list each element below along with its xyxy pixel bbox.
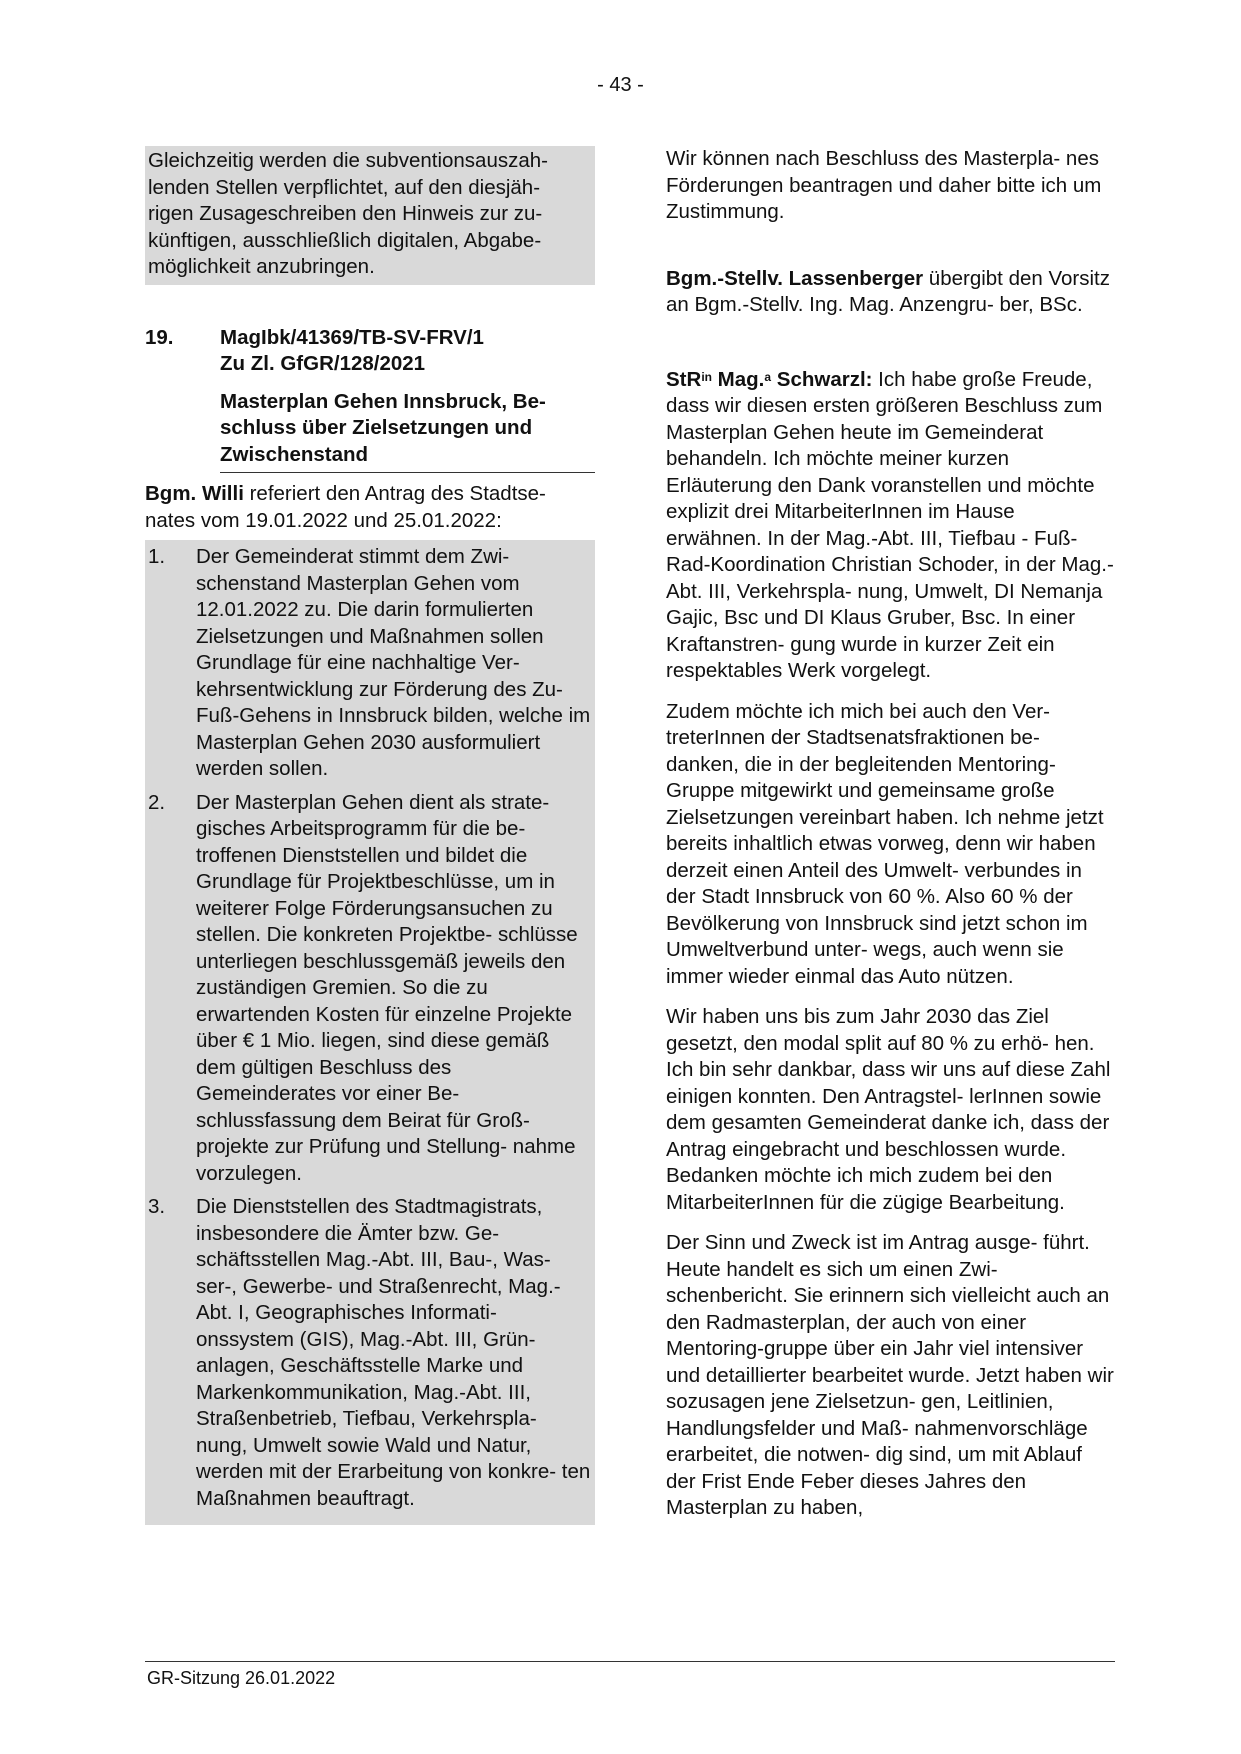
paragraph-text: übergibt den Vorsitz an Bgm.-Stellv. Ing. Mag. Anzengru- ber, BSc. — [666, 266, 1110, 316]
list-item-number: 2. — [148, 790, 166, 814]
subsidy-notice-paragraph: Gleichzeitig werden die subventionsauszah- lenden Stellen verpflichtet, auf den diesjäh- rigen Zusageschreiben den Hinweis zur zu- künftigen, ausschließlich digitalen, Abgabe- möglichkeit anzubringen. — [145, 146, 595, 285]
resolution-list — [145, 540, 595, 1525]
agenda-item-title: Masterplan Gehen Innsbruck, Be- schluss über Zielsetzungen und Zwischenstand — [220, 389, 595, 474]
list-item — [145, 1194, 595, 1512]
speaker-surname: Schwarzl: — [771, 367, 873, 391]
speaker-text: referiert den Antrag des Stadtse- nates vom 19.01.2022 und 25.01.2022: — [145, 482, 546, 532]
agenda-item-header — [145, 325, 595, 377]
list-item-number: 1. — [148, 545, 166, 568]
speaker-paragraph — [145, 481, 595, 534]
agenda-item-ref: MagIbk/41369/TB-SV-FRV/1 — [220, 325, 484, 349]
page-number: - 43 - — [597, 74, 644, 96]
list-item-text: Die Dienststellen des Stadtmagistrats, insbesondere die Ämter bzw. Ge- schäftsstellen Mag.-Abt. III, Bau-, Was- ser-, Gewerbe- und Straßenrecht, Mag.-Abt. I, Geographisches Informati- onssystem (GIS), Mag.-Abt. III, Grün- anlagen, Geschäftsstelle Marke und Markenkommunikation, Mag.-Abt. III, Straßenbetrieb, Tiefbau, Verkehrspla- nung, Umwelt sowie Wald und Natur, werden mit der Erarbeitung von konkre- ten Maßnahmen beauftragt. — [196, 1195, 591, 1510]
speaker-name — [666, 368, 872, 391]
agenda-item-number: 19. — [145, 325, 174, 349]
footer-session-date: GR-Sitzung 26.01.2022 — [147, 1668, 336, 1688]
speaker-title-sup: in — [701, 369, 712, 384]
paragraph-funding: Wir können nach Beschluss des Masterpla- nes Förderungen beantragen und daher bitte ich um Zustimmung. — [666, 147, 1102, 223]
speaker-title: StR — [666, 367, 702, 391]
paragraph-thanks: Zudem möchte ich mich bei auch den Ver- treterInnen der Stadtsenatsfraktionen be- danken, die in der begleitenden Mentoring- Gruppe mitgewirkt und gemeinsame große Zielsetzungen vereinbart haben. Ich nehme jetzt bereits inhaltlich etwas vorweg, denn wir haben derzeit einen Anteil des Umwelt- verbundes in der Stadt Innsbruck von 60 %. Also 60 % der Bevölkerung von Innsbruck sind jetzt schon im Umweltverbund unter- wegs, auch wenn sie immer wieder einmal das Auto nützen. — [666, 699, 1104, 988]
paragraph-chair-handover — [666, 266, 1116, 319]
left-column — [145, 146, 595, 1525]
speaker-degree: Mag. — [711, 367, 765, 391]
agenda-item-refs — [220, 325, 484, 377]
right-column — [666, 146, 1116, 1536]
speaker-name: Bgm.-Stellv. Lassenberger — [666, 266, 924, 290]
agenda-item-ref-secondary: Zu Zl. GfGR/128/2021 — [220, 351, 426, 375]
speaker-name: Bgm. Willi — [145, 482, 244, 505]
paragraph-text: Ich habe große Freude, dass wir diesen ersten größeren Beschluss zum Masterplan Gehen heute im Gemeinderat behandeln. Ich möchte meiner kurzen Erläuterung den Dank voranstellen und möchte explizit drei MitarbeiterInnen im Hause erwähnen. In der Mag.-Abt. III, Tiefbau - Fuß-Rad-Koordination Christian Schoder, in der Mag.-Abt. III, Verkehrspla- nung, Umwelt, DI Nemanja Gajic, Bsc und DI Klaus Gruber, Bsc. In einer Kraftanstren- gung wurde in kurzer Zeit ein respektables Werk vorgelegt. — [666, 367, 1114, 682]
speaker-degree-sup: a — [764, 369, 772, 384]
paragraph-purpose: Der Sinn und Zweck ist im Antrag ausge- führt. Heute handelt es sich um einen Zwi- schenbericht. Sie erinnern sich vielleicht auch an den Radmasterplan, der auch von einer Mentoring-gruppe über ein Jahr viel intensiver und detaillierter bearbeitet wurde. Jetzt haben wir sozusagen jene Zielsetzun- gen, Leitlinien, Handlungsfelder und Maß- nahmenvorschläge erarbeitet, die notwen- dig sind, um mit Ablauf der Frist Ende Feber dieses Jahres den Masterplan zu haben, — [666, 1231, 1114, 1519]
list-item — [145, 790, 595, 1188]
list-item-text: Der Masterplan Gehen dient als strate- gisches Arbeitsprogramm für die be- troffenen Dienststellen und bildet die Grundlage für Projektbeschlüsse, um in weiterer Folge Förderungsansuchen zu stellen. Die konkreten Projektbe- schlüsse unterliegen beschlussgemäß jeweils den zuständigen Gremien. So die zu erwartenden Kosten für einzelne Projekte über € 1 Mio. liegen, sind diese gemäß dem gültigen Beschluss des Gemeinderates vor einer Be- schlussfassung dem Beirat für Groß- projekte zur Prüfung und Stellung- nahme vorzulegen. — [196, 790, 578, 1185]
list-item-text: Der Gemeinderat stimmt dem Zwi- schenstand Masterplan Gehen vom 12.01.2022 zu. Die darin formulierten Zielsetzungen und Maßnahmen sollen Grundlage für eine nachhaltige Ver- kehrsentwicklung zur Förderung des Zu-Fuß-Gehens in Innsbruck bilden, welche im Masterplan Gehen 2030 ausformuliert werden sollen. — [196, 545, 591, 780]
list-item-number: 3. — [148, 1195, 166, 1218]
paragraph-schwarzl — [666, 367, 1116, 685]
footer-divider — [145, 1661, 1115, 1662]
list-item — [145, 544, 595, 783]
paragraph-goal: Wir haben uns bis zum Jahr 2030 das Ziel gesetzt, den modal split auf 80 % zu erhö- hen. Ich bin sehr dankbar, dass wir uns auf diese Zahl einigen konnten. Den Antragstel- lerInnen sowie dem gesamten Gemeinderat danke ich, dass der Antrag eingebracht und beschlossen wurde. Bedanken möchte ich mich zudem bei den MitarbeiterInnen für die zügige Bearbeitung. — [666, 1005, 1111, 1214]
